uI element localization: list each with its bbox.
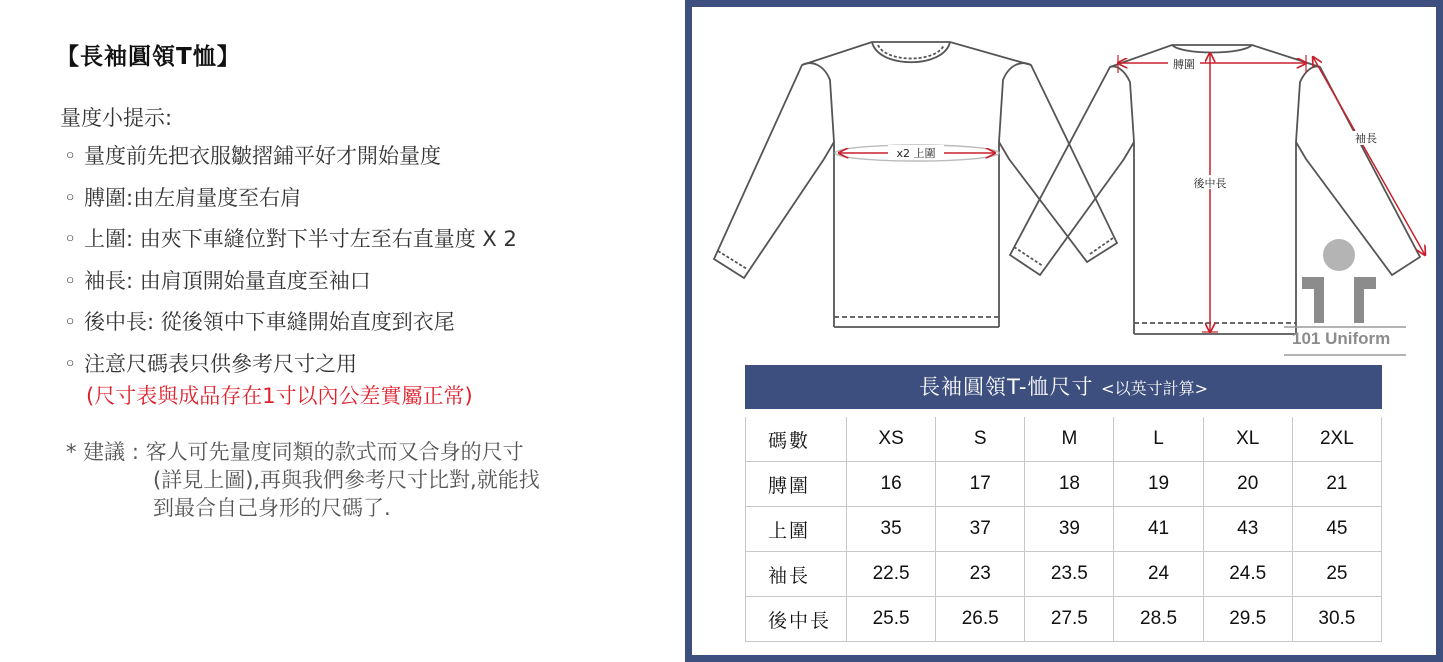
tip-item: ◦ 袖長: 由肩頂開始量直度至袖口: [64, 268, 371, 293]
size-header: L: [1114, 417, 1203, 462]
table-cell: 23.5: [1025, 552, 1114, 597]
tips-list: [64, 142, 517, 391]
sleeve-arrow: [1313, 57, 1425, 255]
row-label: 後中長: [746, 597, 847, 642]
front-shirt: [714, 42, 1117, 327]
table-cell: 24: [1114, 552, 1203, 597]
size-chart-panel: [685, 0, 1443, 662]
table-cell: 21: [1292, 462, 1381, 507]
table-cell: 25.5: [847, 597, 936, 642]
size-table-title: 長袖圓領T-恤尺寸 <以英寸計算>: [745, 365, 1382, 409]
table-cell: 17: [936, 462, 1025, 507]
size-header: M: [1025, 417, 1114, 462]
table-row: [746, 552, 1382, 597]
size-header: 2XL: [1292, 417, 1381, 462]
table-cell: 35: [847, 507, 936, 552]
table-cell: 39: [1025, 507, 1114, 552]
table-cell: 26.5: [936, 597, 1025, 642]
page-title: 【長袖圓領T恤】: [56, 44, 241, 70]
row-label: 上圍: [746, 507, 847, 552]
table-cell: 24.5: [1203, 552, 1292, 597]
size-header: XL: [1203, 417, 1292, 462]
table-row: [746, 462, 1382, 507]
table-cell: 41: [1114, 507, 1203, 552]
sleeve-label: 袖長: [1355, 132, 1377, 145]
unit-note: <以英寸計算>: [1101, 379, 1208, 398]
table-row: [746, 597, 1382, 642]
tip-item: ◦ 注意尺碼表只供參考尺寸之用: [64, 351, 357, 376]
back-length-label: 後中長: [1193, 177, 1227, 190]
measurement-notes: [0, 0, 680, 662]
tips-heading: 量度小提示:: [60, 106, 173, 130]
table-cell: 27.5: [1025, 597, 1114, 642]
suggestion-line: 到最合自己身形的尺碼了.: [153, 496, 391, 520]
suggestion-line: * 建議 : 客人可先量度同類的款式而又合身的尺寸: [66, 440, 524, 464]
table-cell: 19: [1114, 462, 1203, 507]
size-table: [745, 417, 1382, 642]
table-cell: 23: [936, 552, 1025, 597]
size-header: S: [936, 417, 1025, 462]
chest-label: x2 上圍: [896, 147, 936, 160]
table-cell: 37: [936, 507, 1025, 552]
table-cell: 16: [847, 462, 936, 507]
table-cell: 45: [1292, 507, 1381, 552]
tip-item: ◦ 膊圍:由左肩量度至右肩: [64, 185, 302, 210]
table-cell: 18: [1025, 462, 1114, 507]
suggestion-note: [66, 438, 540, 522]
row-label: 膊圍: [746, 462, 847, 507]
table-cell: 20: [1203, 462, 1292, 507]
brand-logo-text: 101 Uniform: [1292, 329, 1391, 348]
table-cell: 25: [1292, 552, 1381, 597]
header-label: 碼數: [746, 417, 847, 462]
table-cell: 43: [1203, 507, 1292, 552]
size-header: XS: [847, 417, 936, 462]
table-header-row: [746, 417, 1382, 462]
suggestion-line: (詳見上圖),再與我們參考尺寸比對,就能找: [153, 468, 540, 492]
tolerance-note: (尺寸表與成品存在1寸以內公差實屬正常): [86, 384, 473, 408]
table-cell: 28.5: [1114, 597, 1203, 642]
table-cell: 22.5: [847, 552, 936, 597]
shoulder-label: 膊圍: [1173, 58, 1195, 71]
row-label: 袖長: [746, 552, 847, 597]
table-cell: 29.5: [1203, 597, 1292, 642]
tip-item: ◦ 量度前先把衣服皺摺鋪平好才開始量度: [64, 144, 441, 168]
table-cell: 30.5: [1292, 597, 1381, 642]
table-row: [746, 507, 1382, 552]
tip-item: ◦ 後中長: 從後領中下車縫開始直度到衣尾: [64, 310, 455, 334]
tip-item: ◦ 上圍: 由夾下車縫位對下半寸左至右直量度 X 2: [64, 227, 517, 251]
